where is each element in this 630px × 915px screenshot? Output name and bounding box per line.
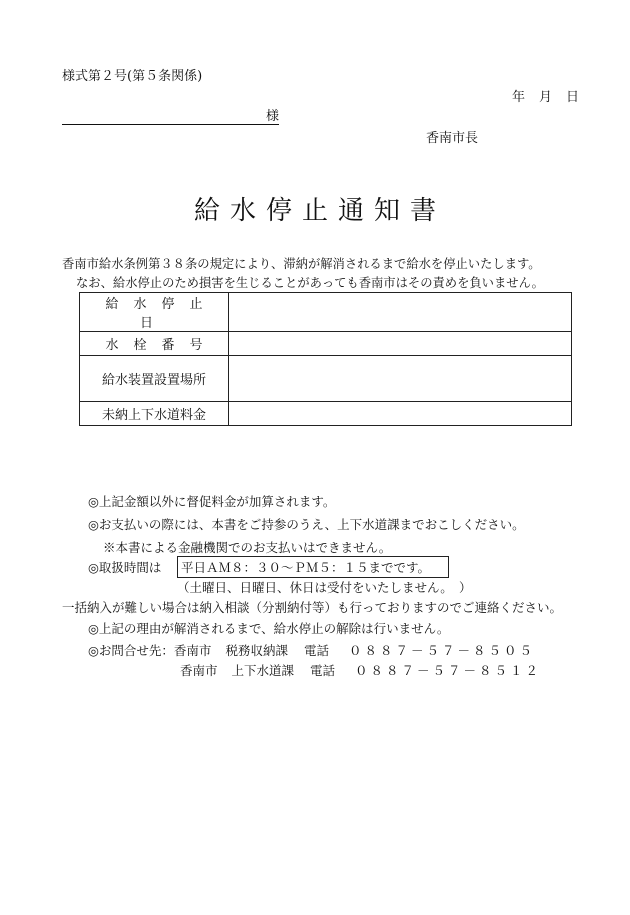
date-day-label: 日 (566, 90, 580, 105)
note-payment: ◎お支払いの際には、本書をご持参のうえ、上下水道課までおこしください。 (88, 517, 525, 532)
contact-label: ◎お問合せ先： (88, 643, 174, 658)
contact-dept: 上下水道課 (231, 663, 295, 678)
intro-line-2: なお、給水停止のため損害を生じることがあっても香南市はその責めを負いません。 (76, 276, 544, 290)
note-release: ◎上記の理由が解消されるまで、給水停止の解除は行いません。 (88, 621, 450, 636)
contact-dept: 税務収納課 (225, 643, 288, 658)
issuer-name: 香南市長 (426, 131, 479, 146)
table-row (80, 293, 572, 332)
row-label-unpaid-fees: 未納上下水道料金 (80, 402, 229, 426)
row-value-tap-number (229, 332, 572, 356)
row-value-stop-date (229, 293, 572, 332)
note-hours-value: 平日ＡＭ８：３０～ＰＭ５：１５までです。 (181, 560, 431, 575)
recipient-honorific: 様 (266, 109, 280, 124)
contact-city: 香南市 (173, 643, 212, 658)
recipient-name-line (62, 124, 279, 125)
note-hours-exception: （土曜日、日曜日、休日は受付をいたしません。 ） (177, 580, 472, 595)
contact-city: 香南市 (180, 663, 218, 678)
note-installment: 一括納入が難しい場合は納入相談（分割納付等）も行っておりますのでご連絡ください。 (62, 600, 563, 615)
contact-row-tax (88, 643, 535, 659)
table-row (80, 402, 572, 426)
row-label-tap-number: 水栓番号 (80, 332, 229, 356)
contact-tel-label: 電話 (303, 643, 329, 658)
contact-row-water (180, 663, 541, 679)
date-year-label: 年 (512, 90, 526, 105)
row-label-install-location: 給水装置設置場所 (80, 356, 229, 402)
intro-line-1: 香南市給水条例第３８条の規定により、滞納が解消されるまで給水を停止いたします。 (62, 257, 541, 271)
date-month-label: 月 (539, 90, 553, 105)
row-value-install-location (229, 356, 572, 402)
row-value-unpaid-fees (229, 402, 572, 426)
contact-tel: ０８８７－５７－８５０５ (348, 643, 535, 658)
table-row (80, 332, 572, 356)
row-label-stop-date: 給水停止日 (80, 293, 229, 332)
table-row (80, 356, 572, 402)
form-number: 様式第２号(第５条関係) (62, 69, 203, 84)
contact-tel-label: 電話 (310, 663, 336, 678)
note-no-bank: ※本書による金融機関でのお支払いはできません。 (103, 540, 392, 555)
notice-details-table (79, 292, 572, 426)
date-field (512, 90, 579, 106)
document-title: 給水停止通知書 (193, 196, 446, 226)
contact-tel: ０８８７－５７－８５１２ (355, 663, 542, 678)
note-hours-label: ◎取扱時間は (88, 560, 162, 575)
note-surcharge: ◎上記金額以外に督促料金が加算されます。 (88, 494, 336, 509)
